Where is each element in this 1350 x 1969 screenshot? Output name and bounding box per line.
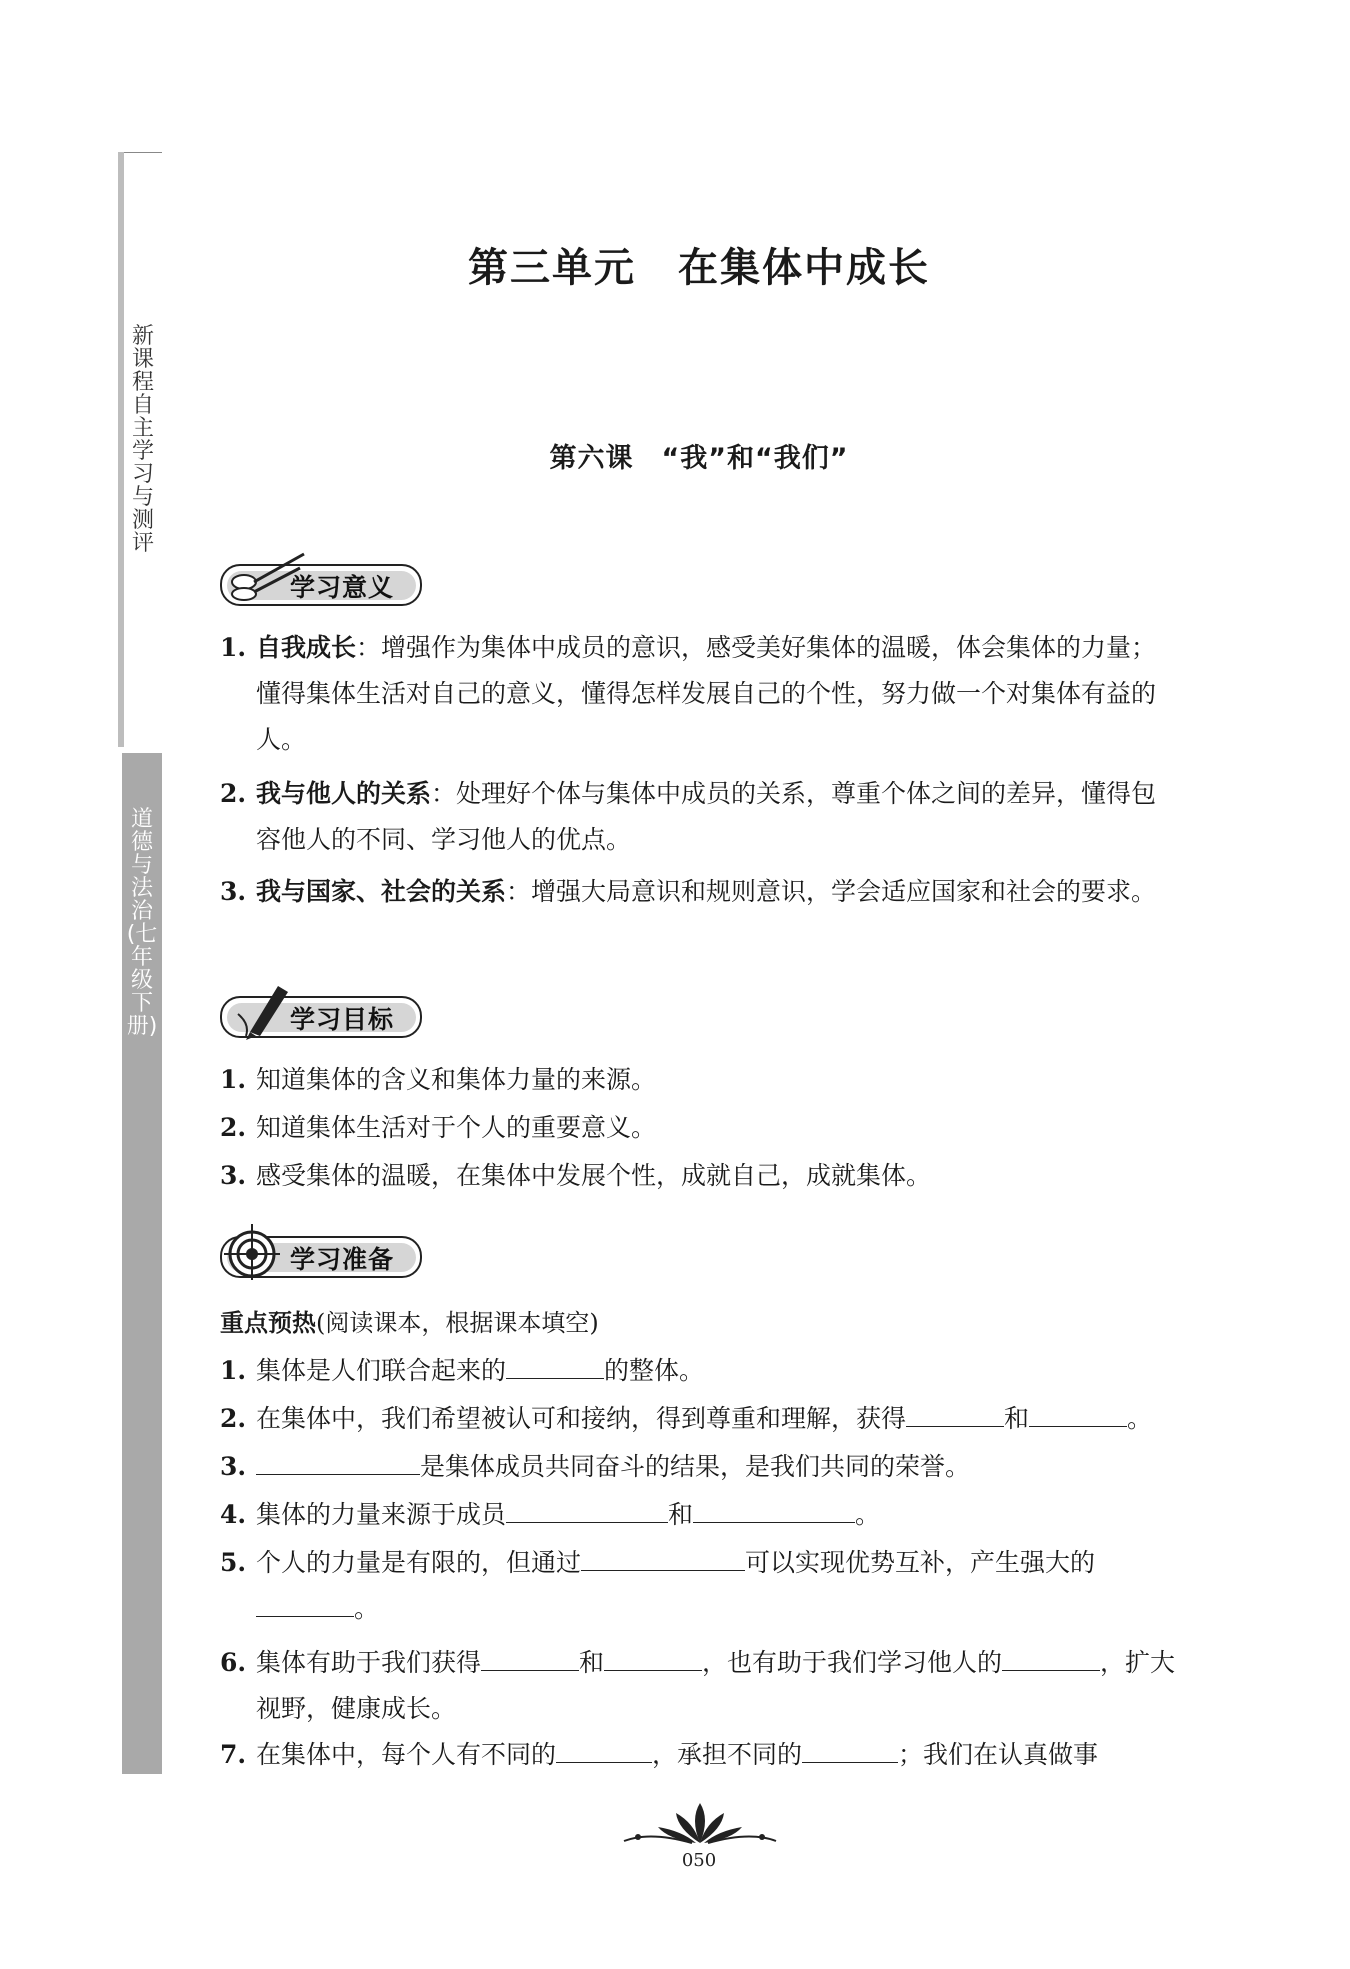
sidebar-top-rule — [118, 152, 162, 153]
footer-ornament-icon — [620, 1799, 780, 1849]
fill-question-1: 1. 集体是人们联合起来的 的整体。 — [220, 1348, 1180, 1394]
goal-item-1: 1. 知道集体的含义和集体力量的来源。 — [220, 1065, 657, 1094]
answer-blank[interactable] — [1002, 1644, 1100, 1671]
answer-blank[interactable] — [1029, 1400, 1127, 1427]
answer-blank[interactable] — [481, 1644, 579, 1671]
answer-blank[interactable] — [604, 1644, 702, 1671]
fill-question-5: 5. 个人的力量是有限的，但通过 可以实现优势互补，产生强大的 。 — [220, 1540, 1180, 1632]
answer-blank[interactable] — [256, 1590, 354, 1617]
page-number: 050 — [681, 1850, 717, 1871]
section-label-preparation: 学习准备 — [290, 1245, 395, 1274]
sidebar-subject: 道德与法治(七年级下册) — [126, 807, 158, 1039]
unit-title: 第三单元 在集体中成长 — [468, 245, 930, 291]
fill-question-3: 3. 是集体成员共同奋斗的结果，是我们共同的荣誉。 — [220, 1444, 1180, 1490]
answer-blank[interactable] — [556, 1736, 652, 1763]
fill-question-7: 7. 在集体中，每个人有不同的 ，承担不同的 ；我们在认真做事 — [220, 1732, 1180, 1778]
goal-item-2: 2. 知道集体生活对于个人的重要意义。 — [220, 1113, 657, 1142]
sidebar-subject-bar — [122, 753, 162, 1774]
target-icon — [220, 1220, 290, 1282]
sidebar-book-title: 新课程自主学习与测评 — [131, 324, 154, 556]
section-label-significance: 学习意义 — [290, 573, 395, 602]
preparation-subheading: 重点预热(阅读课本，根据课本填空) — [220, 1309, 599, 1337]
fill-question-2: 2. 在集体中，我们希望被认可和接纳，得到尊重和理解，获得 和 。 — [220, 1396, 1180, 1442]
answer-blank[interactable] — [581, 1544, 745, 1571]
significance-item-1: 1. 自我成长：增强作为集体中成员的意识，感受美好集体的温暖，体会集体的力量；懂得集体生活对自己的意义，懂得怎样发展自己的个性，努力做一个对集体有益的人。 — [220, 633, 1157, 754]
section-label-goals: 学习目标 — [290, 1005, 395, 1034]
goal-item-3: 3. 感受集体的温暖，在集体中发展个性，成就自己，成就集体。 — [220, 1161, 932, 1190]
answer-blank[interactable] — [693, 1496, 855, 1523]
answer-blank[interactable] — [506, 1352, 604, 1379]
pen-icon — [220, 980, 300, 1040]
answer-blank[interactable] — [506, 1496, 668, 1523]
section-header-goals — [220, 980, 420, 1036]
answer-blank[interactable] — [256, 1448, 420, 1475]
section-header-preparation — [220, 1220, 420, 1276]
significance-item-2: 2. 我与他人的关系：处理好个体与集体中成员的关系，尊重个体之间的差异，懂得包容他人的不同、学习他人的优点。 — [220, 779, 1157, 854]
fill-question-4: 4. 集体的力量来源于成员 和 。 — [220, 1492, 1180, 1538]
lesson-title: 第六课 “我”和“我们” — [549, 443, 849, 474]
fill-question-6: 6. 集体有助于我们获得 和 ，也有助于我们学习他人的 ，扩大视野，健康成长。 — [220, 1640, 1180, 1732]
answer-blank[interactable] — [906, 1400, 1004, 1427]
section-header-significance — [220, 548, 420, 604]
significance-item-3: 3. 我与国家、社会的关系：增强大局意识和规则意识，学会适应国家和社会的要求。 — [220, 877, 1157, 906]
answer-blank[interactable] — [802, 1736, 898, 1763]
